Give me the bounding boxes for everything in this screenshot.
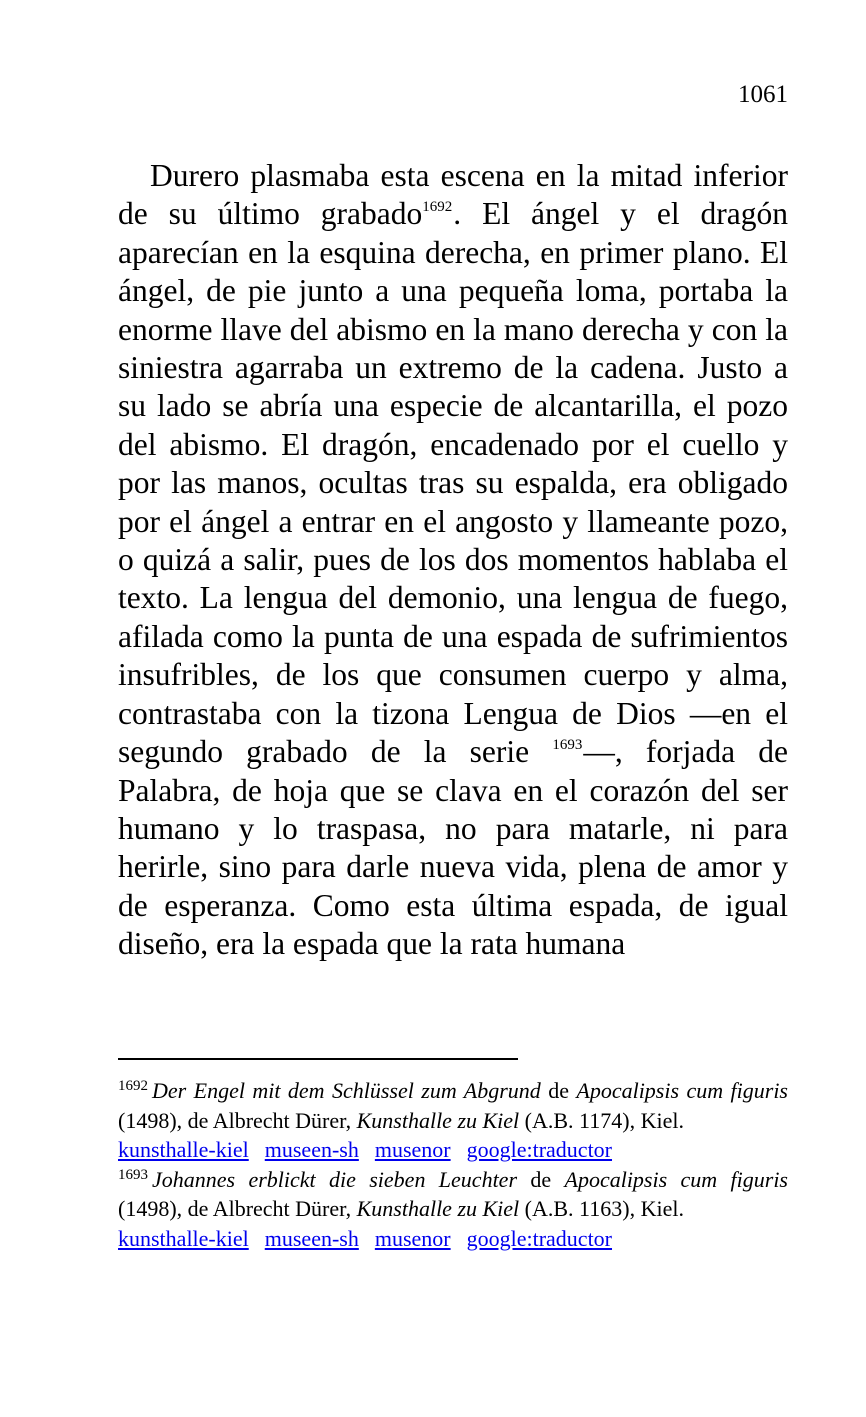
footnote-text-part: (1498), de Albrecht Dürer, bbox=[118, 1107, 357, 1133]
footnotes bbox=[118, 1076, 788, 1253]
paragraph-text-3: —, forjada de Palabra, de hoja que se clava en el corazón del ser humano y lo traspasa, no para matarle, ni para herirle, sino para darle nueva vida, plena de amor y de esperanza. Como esta última espada, de igual diseño, era la espada que la rata humana bbox=[118, 734, 788, 962]
link-museen-sh[interactable]: museen-sh bbox=[264, 1137, 359, 1162]
museum-name: Kunsthalle zu Kiel bbox=[356, 1196, 520, 1221]
footnote-1692 bbox=[118, 1076, 788, 1165]
link-kunsthalle-kiel[interactable]: kunsthalle-kiel bbox=[118, 1225, 249, 1251]
footnote-text bbox=[118, 1076, 788, 1135]
link-google-traductor[interactable]: google:traductor bbox=[466, 1137, 613, 1162]
footnote-text-part: de bbox=[540, 1078, 577, 1103]
museum-name: Kunsthalle zu Kiel bbox=[356, 1107, 520, 1133]
paragraph-text-1: Durero plasmaba esta escena en la mitad inferior de su último grabado bbox=[118, 158, 788, 232]
footnote-text-part: (1498), de Albrecht Dürer, bbox=[118, 1196, 357, 1221]
footnote-links bbox=[118, 1135, 788, 1165]
link-musenor[interactable]: musenor bbox=[374, 1137, 451, 1162]
footnote-text-part: (A.B. 1163), Kiel. bbox=[519, 1196, 684, 1221]
link-google-traductor[interactable]: google:traductor bbox=[466, 1225, 613, 1251]
link-museen-sh[interactable]: museen-sh bbox=[264, 1225, 359, 1251]
footnote-links bbox=[118, 1224, 788, 1254]
footnote-ref-1693[interactable]: 1693 bbox=[552, 737, 583, 754]
footnote-number: 1692 bbox=[118, 1078, 148, 1094]
series-title: Apocalipsis cum figuris bbox=[564, 1166, 788, 1192]
footnote-1693 bbox=[118, 1165, 788, 1254]
footnote-separator bbox=[118, 1058, 518, 1060]
footnote-text-part: (A.B. 1174), Kiel. bbox=[519, 1107, 684, 1133]
series-title: Apocalipsis cum figuris bbox=[576, 1078, 788, 1103]
body-paragraph bbox=[118, 157, 788, 964]
artwork-title: Der Engel mit dem Schlüssel zum Abgrund bbox=[152, 1078, 541, 1103]
footnote-text-part: de bbox=[517, 1166, 565, 1192]
page-number: 1061 bbox=[738, 81, 788, 108]
link-musenor[interactable]: musenor bbox=[374, 1225, 451, 1251]
link-kunsthalle-kiel[interactable]: kunsthalle-kiel bbox=[118, 1137, 249, 1162]
footnote-text bbox=[118, 1165, 788, 1224]
paragraph-text-2: . El ángel y el dragón aparecían en la esquina derecha, en primer plano. El ángel, de pie junto a una pequeña loma, portaba la enorme llave del abismo en la mano derecha y con la siniestra agarraba un extremo de la cadena. Justo a su lado se abría una especie de alcantarilla, el pozo del abismo. El dragón, encadenado por el cuello y por las manos, ocultas tras su espalda, era obligado por el ángel a entrar en el angosto y llameante pozo, o quizá a salir, pues de los dos momentos hablaba el texto. La lengua del demonio, una lengua de fuego, afilada como la punta de una espada de sufrimientos insufribles, de los que consumen cuerpo y alma, contrastaba con la tizona Lengua de Dios —en el segundo grabado de la serie bbox=[118, 196, 788, 770]
footnote-number: 1693 bbox=[118, 1166, 148, 1183]
artwork-title: Johannes erblickt die sieben Leuchter bbox=[152, 1166, 518, 1192]
footnote-ref-1692[interactable]: 1692 bbox=[422, 199, 453, 216]
